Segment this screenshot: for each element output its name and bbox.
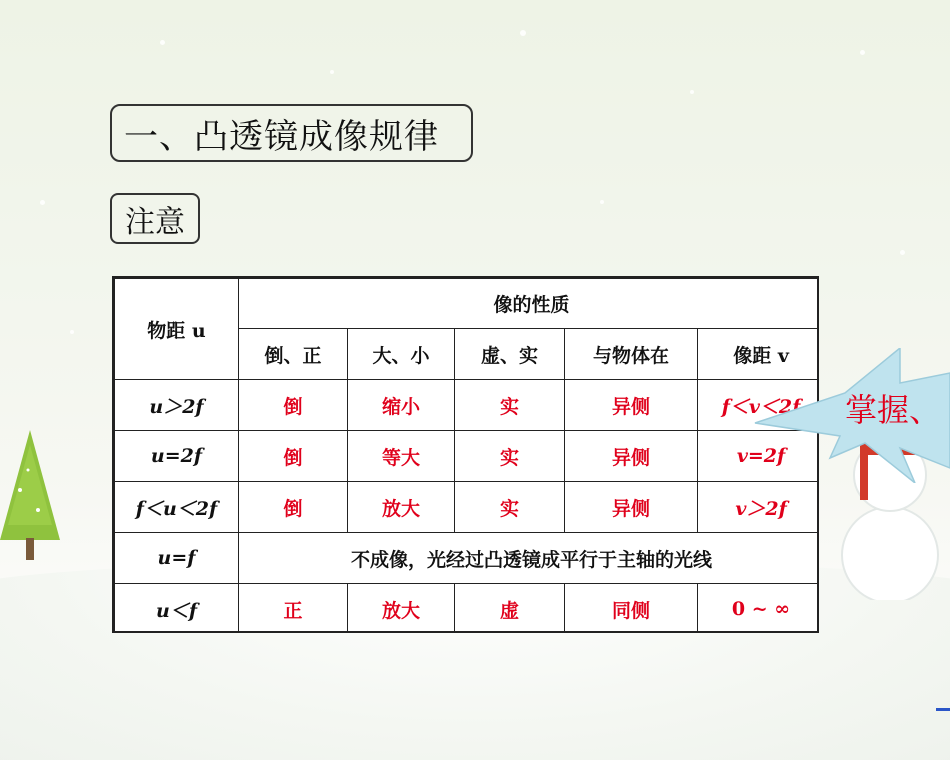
cell-real-virtual: 实: [455, 431, 565, 482]
snowflake: [40, 200, 45, 205]
row-object-distance: f＜u＜2f: [115, 482, 239, 533]
cell-image-distance: v＞2f: [698, 482, 820, 533]
slide-title-box: [110, 104, 473, 162]
cell-size: 缩小: [348, 380, 455, 431]
row-object-distance: u＞2f: [115, 380, 239, 431]
subheader-side: 与物体在: [565, 329, 698, 380]
table-row: [115, 533, 820, 584]
cell-image-distance: 0 ~ ∞: [698, 584, 820, 634]
table-row: [115, 482, 820, 533]
header-object-distance: 物距 u: [115, 279, 239, 380]
subheader-orientation: 倒、正: [239, 329, 348, 380]
callout-text: 掌握、: [845, 391, 942, 429]
snowflake: [900, 250, 905, 255]
snowflake: [600, 200, 604, 204]
cell-side: 异侧: [565, 482, 698, 533]
cell-image-distance: v=2f: [698, 431, 820, 482]
row-object-distance: u=2f: [115, 431, 239, 482]
snowflake: [160, 40, 165, 45]
snowflake: [520, 30, 526, 36]
cell-size: 放大: [348, 482, 455, 533]
corner-mark: [936, 708, 950, 711]
cell-size: 等大: [348, 431, 455, 482]
note-label: 注意: [125, 204, 185, 240]
cell-real-virtual: 虚: [455, 584, 565, 634]
subheader-real-virtual: 虚、实: [455, 329, 565, 380]
cell-side: 异侧: [565, 431, 698, 482]
christmas-tree-icon: [0, 430, 60, 570]
table-row: [115, 584, 820, 634]
cell-image-distance: f＜v＜2f: [698, 380, 820, 431]
snowflake: [330, 70, 334, 74]
lens-imaging-table: [112, 276, 819, 633]
cell-orientation: 正: [239, 584, 348, 634]
note-label-box: [110, 193, 200, 244]
cell-orientation: 倒: [239, 380, 348, 431]
cell-real-virtual: 实: [455, 482, 565, 533]
row-object-distance: u=f: [115, 533, 239, 584]
cell-orientation: 倒: [239, 431, 348, 482]
cell-size: 放大: [348, 584, 455, 634]
subheader-size: 大、小: [348, 329, 455, 380]
row-object-distance: u＜f: [115, 584, 239, 634]
slide-title: 一、凸透镜成像规律: [124, 116, 439, 157]
header-image-properties: 像的性质: [239, 279, 820, 329]
table-row: [115, 380, 820, 431]
cell-side: 异侧: [565, 380, 698, 431]
table-row: [115, 431, 820, 482]
cell-orientation: 倒: [239, 482, 348, 533]
snowflake: [690, 90, 694, 94]
cell-real-virtual: 实: [455, 380, 565, 431]
cell-merged-no-image: 不成像，光经过凸透镜成平行于主轴的光线: [239, 533, 820, 584]
snowflake: [70, 330, 74, 334]
snowflake: [860, 50, 865, 55]
subheader-image-distance: 像距 v: [698, 329, 820, 380]
cell-side: 同侧: [565, 584, 698, 634]
